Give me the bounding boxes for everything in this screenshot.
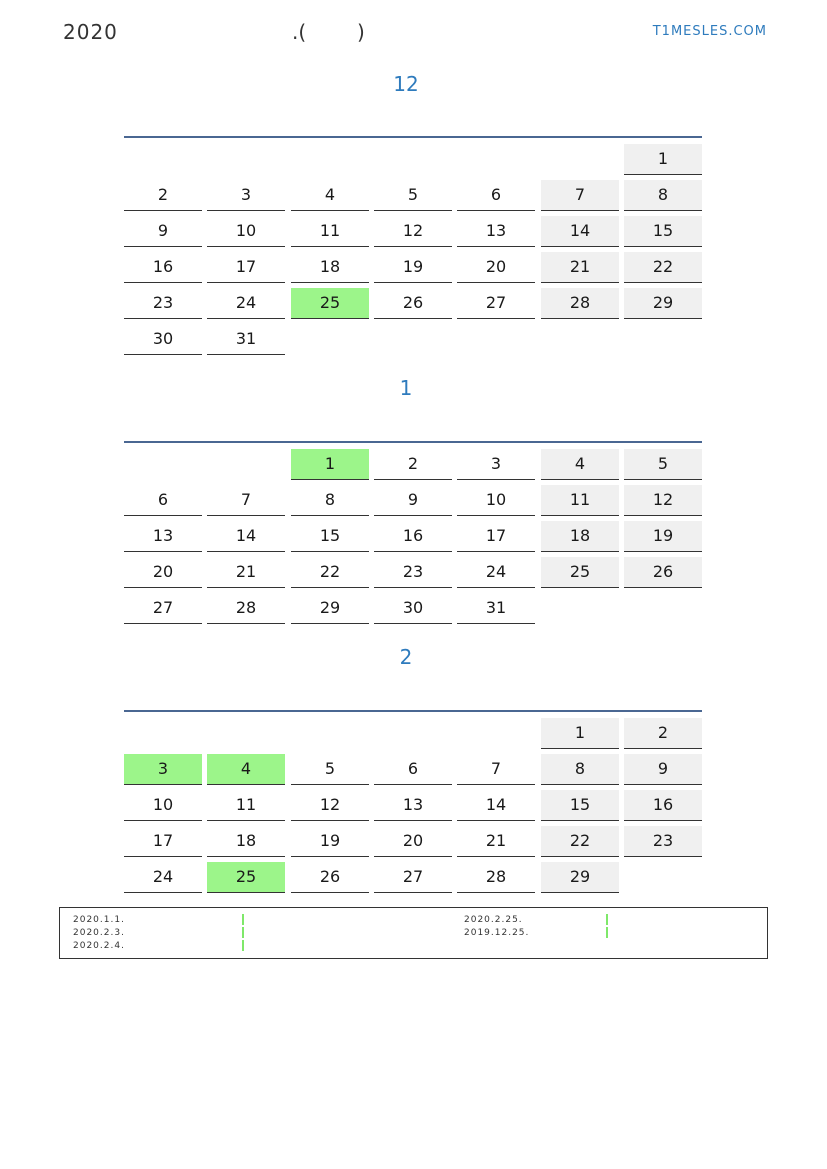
day-cell: 21 [541, 252, 619, 283]
day-cell: 23 [374, 557, 452, 588]
holiday-marker [606, 914, 608, 925]
day-cell: 15 [624, 216, 702, 247]
day-cell: 16 [374, 521, 452, 552]
day-cell: 6 [374, 754, 452, 785]
day-cell: 17 [457, 521, 535, 552]
day-cell: 8 [291, 485, 369, 516]
day-cell: 22 [541, 826, 619, 857]
month-title-february: 2 [399, 645, 413, 669]
day-cell: 20 [124, 557, 202, 588]
day-cell: 6 [457, 180, 535, 211]
day-cell: 7 [541, 180, 619, 211]
day-cell: 2 [624, 718, 702, 749]
legend-item: 2020.1.1. [73, 915, 125, 925]
day-cell: 26 [291, 862, 369, 893]
day-cell: 14 [541, 216, 619, 247]
day-cell: 4 [207, 754, 285, 785]
day-cell: 19 [624, 521, 702, 552]
day-cell: 30 [124, 324, 202, 355]
day-cell: 3 [207, 180, 285, 211]
day-cell: 5 [291, 754, 369, 785]
day-cell: 22 [624, 252, 702, 283]
day-cell: 2 [124, 180, 202, 211]
day-cell: 21 [457, 826, 535, 857]
day-cell: 25 [291, 288, 369, 319]
day-cell: 9 [374, 485, 452, 516]
legend-item: 2020.2.3. [73, 928, 125, 938]
day-cell: 13 [124, 521, 202, 552]
day-cell: 30 [374, 593, 452, 624]
day-cell: 28 [541, 288, 619, 319]
day-cell: 8 [624, 180, 702, 211]
day-cell: 21 [207, 557, 285, 588]
month-title-december: 12 [393, 72, 419, 96]
holiday-marker [242, 914, 244, 925]
header-title: .( ) [292, 20, 365, 44]
day-cell: 28 [207, 593, 285, 624]
month-rule [124, 136, 702, 138]
day-cell: 29 [624, 288, 702, 319]
day-cell: 18 [207, 826, 285, 857]
day-cell: 11 [207, 790, 285, 821]
holiday-marker [606, 927, 608, 938]
day-cell: 17 [124, 826, 202, 857]
month-title-january: 1 [399, 376, 413, 400]
day-cell: 12 [374, 216, 452, 247]
day-cell: 3 [457, 449, 535, 480]
day-cell: 6 [124, 485, 202, 516]
day-cell: 10 [124, 790, 202, 821]
day-cell: 5 [374, 180, 452, 211]
day-cell: 29 [541, 862, 619, 893]
day-cell: 25 [207, 862, 285, 893]
day-cell: 11 [541, 485, 619, 516]
day-cell: 31 [457, 593, 535, 624]
day-cell: 10 [207, 216, 285, 247]
day-cell: 15 [291, 521, 369, 552]
day-cell: 27 [374, 862, 452, 893]
day-cell: 27 [124, 593, 202, 624]
day-cell: 9 [124, 216, 202, 247]
day-cell: 26 [624, 557, 702, 588]
day-cell: 1 [541, 718, 619, 749]
month-rule [124, 710, 702, 712]
day-cell: 18 [541, 521, 619, 552]
day-cell: 25 [541, 557, 619, 588]
day-cell: 28 [457, 862, 535, 893]
day-cell: 10 [457, 485, 535, 516]
day-cell: 7 [457, 754, 535, 785]
day-cell: 19 [374, 252, 452, 283]
day-cell: 29 [291, 593, 369, 624]
header-year: 2020 [63, 20, 118, 44]
day-cell: 20 [457, 252, 535, 283]
day-cell: 19 [291, 826, 369, 857]
day-cell: 12 [624, 485, 702, 516]
day-cell: 13 [374, 790, 452, 821]
day-cell: 1 [624, 144, 702, 175]
day-cell: 15 [541, 790, 619, 821]
day-cell: 8 [541, 754, 619, 785]
day-cell: 24 [457, 557, 535, 588]
holiday-marker [242, 927, 244, 938]
day-cell: 18 [291, 252, 369, 283]
day-cell: 3 [124, 754, 202, 785]
day-cell: 2 [374, 449, 452, 480]
day-cell: 16 [624, 790, 702, 821]
day-cell: 4 [541, 449, 619, 480]
day-cell: 17 [207, 252, 285, 283]
day-cell: 20 [374, 826, 452, 857]
holiday-legend [59, 907, 768, 959]
day-cell: 16 [124, 252, 202, 283]
day-cell: 4 [291, 180, 369, 211]
day-cell: 13 [457, 216, 535, 247]
day-cell: 24 [207, 288, 285, 319]
legend-item: 2020.2.4. [73, 941, 125, 951]
holiday-marker [242, 940, 244, 951]
day-cell: 31 [207, 324, 285, 355]
day-cell: 11 [291, 216, 369, 247]
day-cell: 26 [374, 288, 452, 319]
day-cell: 14 [207, 521, 285, 552]
day-cell: 23 [124, 288, 202, 319]
day-cell: 7 [207, 485, 285, 516]
day-cell: 27 [457, 288, 535, 319]
day-cell: 9 [624, 754, 702, 785]
day-cell: 22 [291, 557, 369, 588]
day-cell: 12 [291, 790, 369, 821]
day-cell: 1 [291, 449, 369, 480]
legend-item: 2019.12.25. [464, 928, 530, 938]
day-cell: 23 [624, 826, 702, 857]
site-link[interactable]: T1MESLES.COM [652, 24, 767, 39]
month-rule [124, 441, 702, 443]
day-cell: 5 [624, 449, 702, 480]
day-cell: 24 [124, 862, 202, 893]
legend-item: 2020.2.25. [464, 915, 523, 925]
day-cell: 14 [457, 790, 535, 821]
